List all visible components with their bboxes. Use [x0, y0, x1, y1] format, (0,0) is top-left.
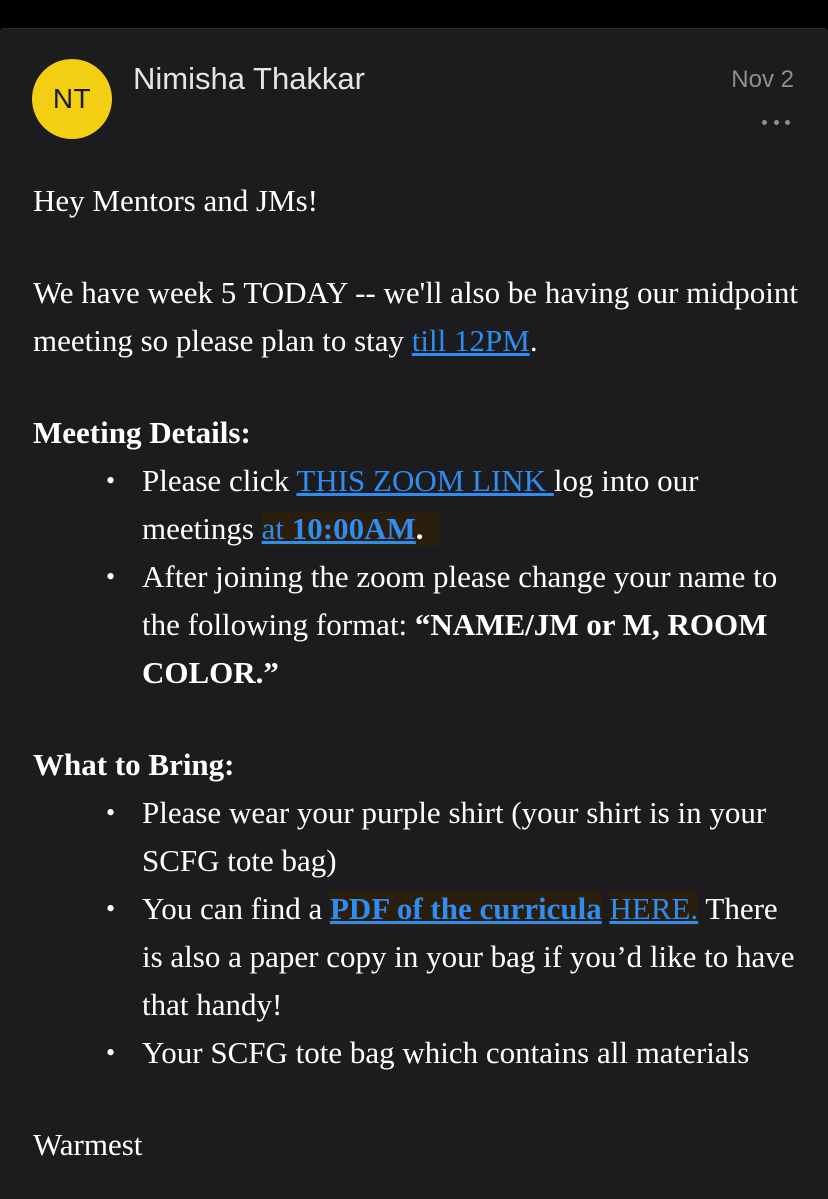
greeting: Hey Mentors and JMs!	[33, 183, 318, 218]
intro-paragraph: We have week 5 TODAY -- we'll also be having our midpoint meeting so please plan to stay till 12PM.	[33, 275, 799, 358]
list-item: • Please wear your purple shirt (your shirt is in your SCFG tote bag)	[142, 789, 803, 885]
intro-text: We have week 5 TODAY -- we'll also be having our midpoint meeting so please plan to stay	[33, 275, 799, 358]
meeting-details-list	[33, 457, 803, 697]
meeting-time-link[interactable]: 10:00AM	[291, 511, 416, 546]
sender-name[interactable]: Nimisha Thakkar	[133, 61, 366, 96]
what-to-bring-heading: What to Bring:	[33, 747, 235, 782]
what-to-bring-list	[33, 789, 803, 1077]
list-item: • After joining the zoom please change your name to the following format: “NAME/JM or M, ROOM COLOR.”	[142, 553, 803, 697]
status-bar	[0, 0, 828, 28]
zoom-link[interactable]: THIS ZOOM LINK	[296, 463, 554, 498]
email-message	[0, 28, 828, 1199]
signoff: Warmest	[33, 1127, 143, 1162]
curricula-here-link[interactable]: HERE.	[609, 891, 699, 926]
till-12pm-link[interactable]: till 12PM	[411, 323, 530, 358]
list-item: • Please click THIS ZOOM LINK log into our meetings at 10:00AM.	[142, 457, 803, 553]
list-item: • You can find a PDF of the curricula HERE. There is also a paper copy in your bag if you’d like to have that handy!	[142, 885, 803, 1029]
list-item: • Your SCFG tote bag which contains all materials	[142, 1029, 803, 1077]
meeting-time-link-at[interactable]: at	[261, 511, 292, 546]
name-format: “NAME/JM or M, ROOM COLOR.”	[142, 607, 768, 690]
meeting-details-heading: Meeting Details:	[33, 415, 251, 450]
avatar[interactable]	[32, 59, 112, 139]
avatar-initials: NT	[52, 83, 92, 114]
email-body	[33, 177, 803, 1169]
curricula-pdf-link[interactable]: PDF of the curricula	[330, 891, 602, 926]
more-options-icon[interactable]	[762, 115, 790, 129]
message-date: Nov 2	[731, 66, 794, 93]
